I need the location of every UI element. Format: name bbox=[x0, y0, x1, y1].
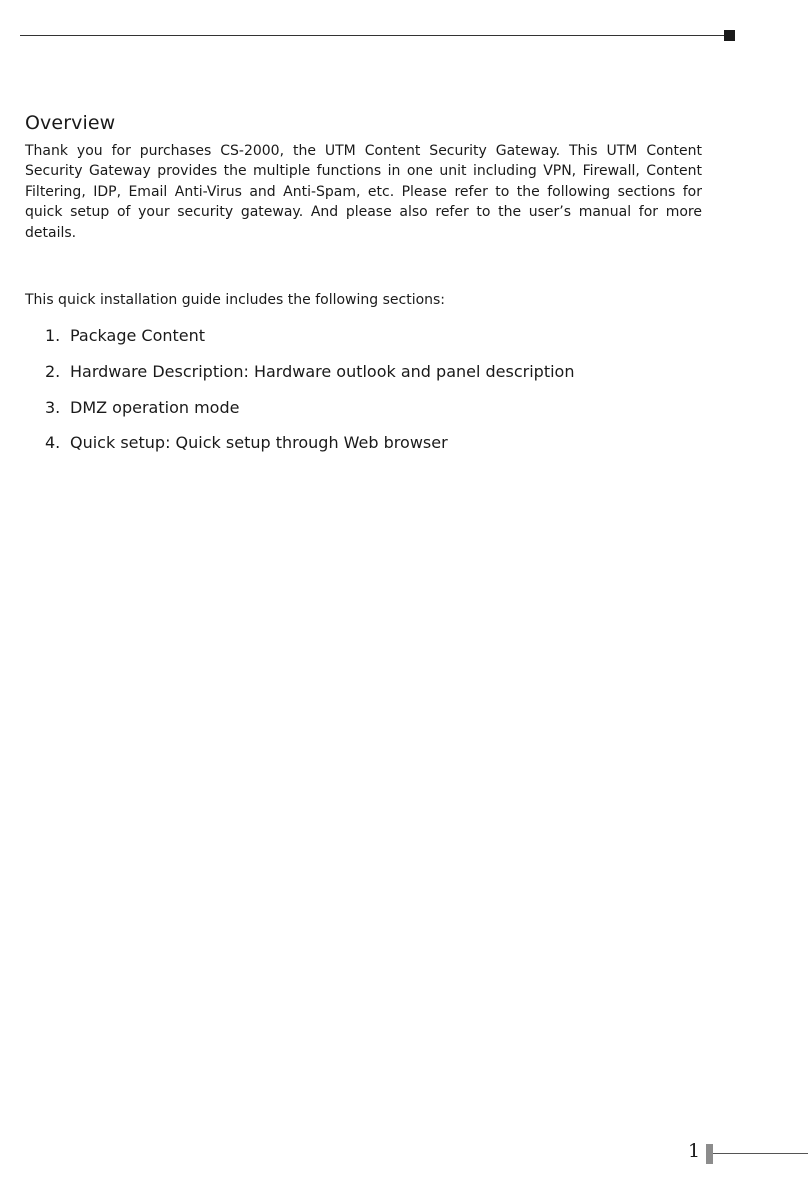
list-item-text: Hardware Description: Hardware outlook and panel description bbox=[70, 361, 575, 381]
page-title: Overview bbox=[25, 112, 116, 134]
footer-bar-marker bbox=[706, 1144, 713, 1164]
list-item-text: DMZ operation mode bbox=[70, 397, 240, 417]
page-number: 1 bbox=[688, 1140, 701, 1162]
list-item-text: Quick setup: Quick setup through Web browser bbox=[70, 433, 448, 453]
list-item bbox=[45, 396, 574, 432]
intro-paragraph: Thank you for purchases CS-2000, the UTM Content Security Gateway. This UTM Content Security Gateway provides the multiple functions in one unit including VPN, Firewall, Content Filtering, IDP, Email Anti-Virus and Anti-Spam, etc. Please refer to the following sections for quick setup of your security gateway. And please also refer to the user’s manual for more details. bbox=[25, 143, 702, 241]
footer-rule bbox=[713, 1153, 808, 1154]
list-item-number: 2. bbox=[45, 361, 61, 381]
list-item-number: 4. bbox=[45, 433, 61, 453]
header-rule bbox=[20, 35, 725, 36]
sections-lead-text: This quick installation guide includes the following sections: bbox=[25, 292, 446, 308]
list-item-number: 3. bbox=[45, 397, 61, 417]
list-item-text: Package Content bbox=[70, 326, 206, 345]
list-item bbox=[45, 360, 574, 396]
header-square-marker bbox=[724, 30, 735, 41]
list-item bbox=[45, 324, 574, 360]
sections-list bbox=[45, 324, 574, 467]
list-item bbox=[45, 431, 574, 467]
list-item-number: 1. bbox=[45, 326, 61, 345]
